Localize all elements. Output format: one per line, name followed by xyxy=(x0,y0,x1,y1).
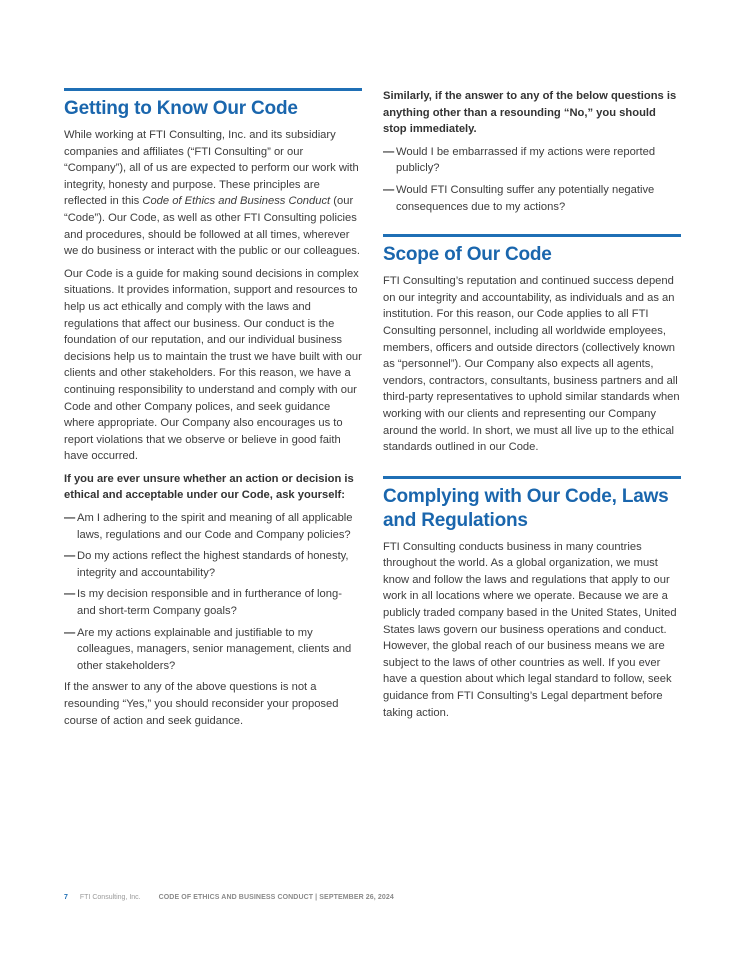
dash-icon: — xyxy=(64,626,76,639)
complying-paragraph: FTI Consulting conducts business in many countries throughout the world. As a global organization, we must know and follow the laws and regulations that apply to our work in all locations where we operate. Because we are a publicly traded company based in the United States, United States laws govern our business operations and conduct. However, the global reach of our business means we are subject to the laws of other countries as well. If you ever have a question about which legal standard to follow, seek guidance from FTI Consulting’s Legal department before taking action. xyxy=(383,540,677,719)
page-footer xyxy=(64,894,394,901)
closing-paragraph: If the answer to any of the above questions is not a resounding “Yes,” you should reconsider your proposed course of action and seek guidance. xyxy=(64,681,339,727)
dash-icon: — xyxy=(383,145,395,158)
stop-questions-list xyxy=(383,144,681,215)
scope-paragraph: FTI Consulting’s reputation and continued success depend on our integrity and accountability, as individuals and as an institution. For this reason, our Code applies to all FTI Consulting personnel, including all worldwide employees, members, officers and outside directors (collectively known as “personnel”). Our Company also expects all agents, vendors, contractors, consultants, business partners and all third-party representatives to uphold similar standards when working with our clients and representing our Company around the world. In short, we must all live up to the ethical standards outlined in our Code. xyxy=(383,275,680,454)
page-number: 7 xyxy=(64,894,68,901)
ask-yourself-list xyxy=(64,510,362,674)
section-rule xyxy=(383,234,681,237)
intro-paragraph xyxy=(64,127,362,260)
dash-icon: — xyxy=(383,183,395,196)
list-item: — Would FTI Consulting suffer any potentially negative consequences due to my actions? xyxy=(383,183,655,213)
dash-icon: — xyxy=(64,512,76,525)
list-item: — Is my decision responsible and in furtherance of long- and short-term Company goals? xyxy=(64,588,342,618)
similarly-intro: Similarly, if the answer to any of the below questions is anything other than a resounding “No,” you should stop immediately. xyxy=(383,90,677,136)
ask-yourself-intro: If you are ever unsure whether an action or decision is ethical and acceptable under our Code, ask yourself: xyxy=(64,472,354,502)
right-column xyxy=(383,88,681,727)
section-heading-getting-to-know: Getting to Know Our Code xyxy=(64,98,298,119)
section-rule xyxy=(64,88,362,91)
dash-icon: — xyxy=(64,588,76,601)
footer-company: FTI Consulting, Inc. xyxy=(79,894,141,901)
section-heading-complying: Complying with Our Code, Laws and Regulations xyxy=(383,485,669,531)
intro-text-b: (our “Code”). Our Code, as well as other FTI Consulting policies and procedures, should be followed at all times, wherever we do business or interact with the public or our colleagues. xyxy=(64,195,361,258)
guide-paragraph: Our Code is a guide for making sound decisions in complex situations. It provides information, support and resources to help us act ethically and comply with the laws and regulations that affect our business. Our conduct is the foundation of our reputation, and our individual business decisions help us to maintain the trust we have built with our clients and other stakeholders. For this reason, we have a continuing responsibility to understand and comply with our Code and other Company polices, and seek guidance where appropriate. Our Company also encourages us to report violations that we observe or believe in good faith have occurred. xyxy=(64,267,362,463)
dash-icon: — xyxy=(64,550,76,563)
section-heading-scope: Scope of Our Code xyxy=(383,244,552,266)
code-title-italic: Code of Ethics and Business Conduct xyxy=(142,195,331,208)
intro-text-a: While working at FTI Consulting, Inc. and its subsidiary companies and affiliates (“FTI Consulting” or our “Company”), all of us are expected to perform our work with integrity, honesty and purpose. These principles are reflected in this xyxy=(64,129,359,208)
list-item: — Do my actions reflect the highest standards of honesty, integrity and accountability? xyxy=(64,550,349,579)
list-item: — Am I adhering to the spirit and meaning of all applicable laws, regulations and our Code and Company policies? xyxy=(64,512,353,541)
footer-doc-title: CODE OF ETHICS AND BUSINESS CONDUCT | SEPTEMBER 26, 2024 xyxy=(158,894,394,901)
list-item: — Are my actions explainable and justifiable to my colleagues, managers, senior management, clients and other stakeholders? xyxy=(64,626,352,672)
left-column xyxy=(64,88,362,735)
section-rule xyxy=(383,476,681,479)
list-item: — Would I be embarrassed if my actions were reported publicly? xyxy=(383,145,656,175)
